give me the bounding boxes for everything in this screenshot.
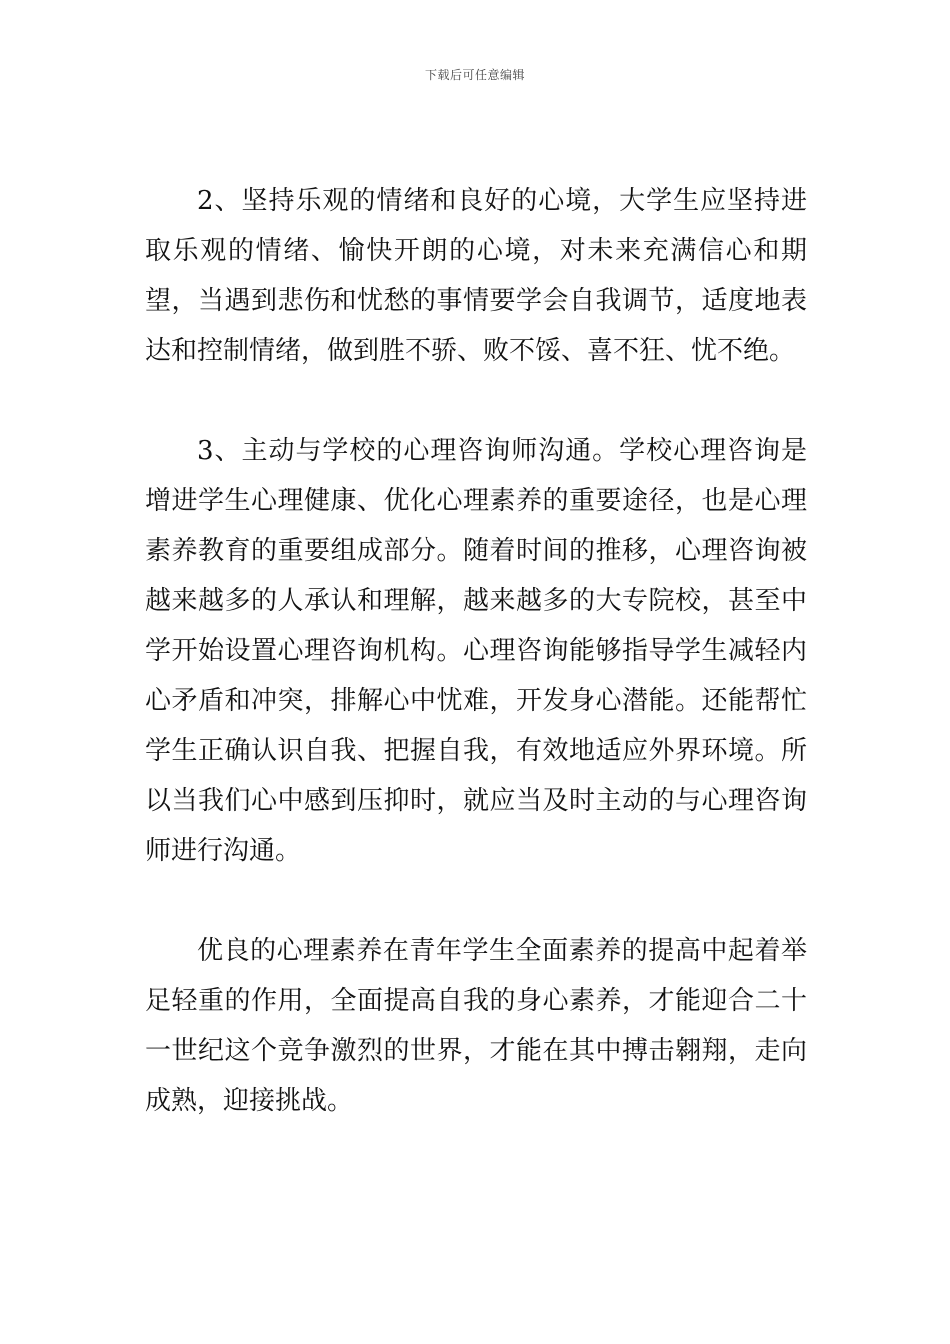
paragraph-conclusion: 优良的心理素养在青年学生全面素养的提高中起着举足轻重的作用，全面提高自我的身心素养，才能迎合二十一世纪这个竞争激烈的世界，才能在其中搏击翱翔，走向成熟，迎接挑战。 xyxy=(145,936,807,1116)
paragraph-2: 2、坚持乐观的情绪和良好的心境，大学生应坚持进取乐观的情绪、愉快开朗的心境，对未来充满信心和期望，当遇到悲伤和忧愁的事情要学会自我调节，适度地表达和控制情绪，做到胜不骄、败不馁、喜不狂、忧不绝。 xyxy=(145,186,807,366)
header-note: 下载后可任意编辑 xyxy=(424,68,525,82)
paragraph-3: 3、主动与学校的心理咨询师沟通。学校心理咨询是增进学生心理健康、优化心理素养的重要途径，也是心理素养教育的重要组成部分。随着时间的推移，心理咨询被越来越多的人承认和理解，越来越多的大专院校，甚至中学开始设置心理咨询机构。心理咨询能够指导学生减轻内心矛盾和冲突，排解心中忧难，开发身心潜能。还能帮忙学生正确认识自我、把握自我，有效地适应外界环境。所以当我们心中感到压抑时，就应当及时主动的与心理咨询师进行沟通。 xyxy=(145,436,807,866)
document-body xyxy=(145,176,807,1126)
